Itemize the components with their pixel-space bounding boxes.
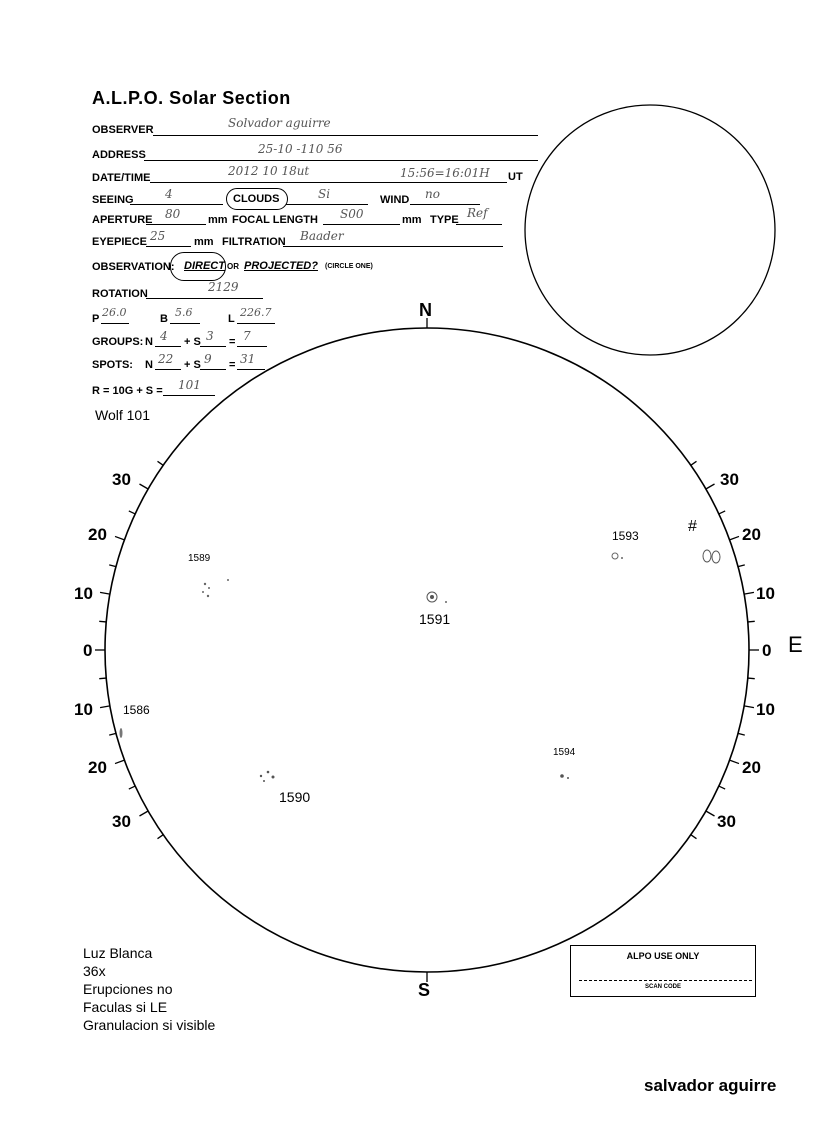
limb-tick: [706, 811, 715, 816]
alpo-use-only-box: [570, 945, 756, 997]
ut-label: UT: [508, 171, 523, 183]
focal-mm-label: mm: [402, 214, 422, 226]
wolf-number: Wolf 101: [95, 407, 150, 423]
note-line-3: Erupciones no: [83, 981, 173, 997]
limb-tick: [730, 760, 739, 763]
limb-tick: [109, 565, 116, 567]
limb-tick: [691, 835, 697, 839]
limb-tick: [109, 733, 116, 735]
note-line-2: 36x: [83, 963, 106, 979]
address-label: ADDRESS: [92, 149, 146, 161]
limb-tick: [157, 835, 163, 839]
right-tick-20-north: 20: [742, 525, 761, 544]
address-value: 25-10 -110 56: [258, 142, 343, 156]
aperture-mm-label: mm: [208, 214, 228, 226]
circle-one-note: (CIRCLE ONE): [325, 263, 373, 270]
eyepiece-mm-label: mm: [194, 236, 214, 248]
spot-group-1591: [427, 592, 447, 603]
east-label: E: [788, 632, 803, 657]
left-tick-30-south: 30: [112, 812, 131, 831]
group-label-1586: 1586: [123, 703, 150, 717]
group-label-1591: 1591: [419, 611, 451, 627]
group-label-1590: 1590: [279, 789, 311, 805]
or-label: OR: [227, 262, 239, 271]
spots-n-label: N: [145, 359, 153, 371]
scan-code-line: [579, 980, 752, 981]
datetime-value-2: 15:56=16:01H: [400, 166, 490, 180]
limb-tick: [115, 760, 124, 763]
b-value: 5.6: [175, 306, 193, 319]
limb-tick: [738, 565, 745, 567]
limb-tick-marks: [95, 318, 759, 982]
limb-tick: [157, 461, 163, 465]
spot-group-1590: [260, 771, 275, 782]
groups-eq-label: =: [229, 336, 236, 348]
alpo-use-only-label: ALPO USE ONLY: [626, 951, 700, 961]
datetime-value: 2012 10 18ut: [228, 164, 310, 178]
left-tick-0: 0: [83, 641, 93, 660]
limb-tick: [744, 706, 754, 708]
limb-tick: [748, 621, 755, 622]
observer-value: Solvador aguirre: [228, 116, 331, 130]
r-formula-label: R = 10G + S =: [92, 385, 163, 397]
spots-s-value: 9: [204, 352, 212, 366]
groups-n-value: 4: [160, 329, 168, 343]
focal-length-label: FOCAL LENGTH: [232, 214, 318, 226]
right-tick-30-south: 30: [717, 812, 736, 831]
spots-s-label: + S: [184, 359, 201, 371]
spots-n-value: 22: [158, 352, 174, 366]
spots-total-value: 31: [240, 352, 256, 366]
clouds-label: CLOUDS: [233, 193, 280, 205]
group-label-1589: 1589: [188, 553, 211, 564]
projected-option: PROJECTED?: [244, 260, 318, 272]
observation-notes: [83, 944, 215, 1034]
seeing-value: 4: [165, 187, 173, 201]
limb-tick: [706, 484, 715, 489]
limb-tick: [100, 706, 110, 708]
direct-option: DIRECT: [184, 260, 225, 272]
eyepiece-label: EYEPIECE: [92, 236, 148, 248]
observation-label: OBSERVATION:: [92, 261, 175, 273]
observer-signature: salvador aguirre: [644, 1076, 777, 1095]
groups-n-label: N: [145, 336, 153, 348]
left-tick-20-north: 20: [88, 525, 107, 544]
limb-tick: [738, 733, 745, 735]
b-label: B: [160, 313, 168, 325]
spot-group-1593: [612, 553, 623, 559]
limb-tick: [691, 461, 697, 465]
groups-total-value: 7: [243, 329, 251, 343]
rotation-label: ROTATION: [92, 288, 148, 300]
group-label-hash: #: [688, 518, 697, 535]
focal-length-value: S00: [340, 207, 364, 221]
limb-tick: [115, 536, 124, 539]
filtration-value: Baader: [300, 229, 344, 243]
group-label-1593: 1593: [612, 529, 639, 543]
r-value: 101: [178, 378, 201, 392]
type-label: TYPE: [430, 214, 459, 226]
orientation-circle: [525, 105, 775, 355]
datetime-label: DATE/TIME: [92, 172, 151, 184]
limb-tick: [139, 484, 148, 489]
limb-tick: [748, 678, 755, 679]
spot-group-1586: [120, 728, 123, 738]
wind-label: WIND: [380, 194, 410, 206]
note-line-1: Luz Blanca: [83, 945, 153, 961]
right-tick-20-south: 20: [742, 758, 761, 777]
right-tick-30-north: 30: [720, 470, 739, 489]
spot-group-hash: [703, 550, 720, 563]
note-line-5: Granulacion si visible: [83, 1017, 216, 1033]
aperture-label: APERTURE: [92, 214, 153, 226]
right-tick-10-north: 10: [756, 584, 775, 603]
limb-tick: [99, 621, 106, 622]
limb-tick: [139, 811, 148, 816]
filtration-label: FILTRATION: [222, 236, 286, 248]
limb-tick: [129, 511, 135, 514]
groups-s-label: + S: [184, 336, 201, 348]
group-label-1594: 1594: [553, 747, 576, 758]
north-label: N: [419, 300, 432, 320]
p-label: P: [92, 313, 100, 325]
wind-value: no: [425, 187, 440, 201]
seeing-label: SEEING: [92, 194, 134, 206]
left-tick-30-north: 30: [112, 470, 131, 489]
spots-label: SPOTS:: [92, 359, 133, 371]
south-label: S: [418, 980, 431, 1000]
aperture-value: 80: [165, 207, 181, 221]
observer-label: OBSERVER: [92, 124, 154, 136]
limb-tick: [100, 592, 110, 594]
spots-eq-label: =: [229, 359, 236, 371]
groups-label: GROUPS:: [92, 336, 144, 348]
limb-tick: [744, 592, 754, 594]
left-tick-20-south: 20: [88, 758, 107, 777]
right-tick-0: 0: [762, 641, 772, 660]
spot-group-1589: [202, 579, 229, 597]
limb-tick: [99, 678, 106, 679]
limb-tick: [719, 511, 725, 514]
spot-group-1594: [560, 774, 569, 779]
solar-disk-outline: [105, 328, 749, 972]
right-tick-10-south: 10: [756, 700, 775, 719]
form-title: A.L.P.O. Solar Section: [92, 88, 291, 108]
left-tick-10-north: 10: [74, 584, 93, 603]
l-value: 226.7: [240, 306, 272, 319]
limb-tick: [730, 536, 739, 539]
left-tick-10-south: 10: [74, 700, 93, 719]
p-value: 26.0: [102, 306, 127, 319]
limb-tick: [719, 786, 725, 789]
scan-code-label: SCAN CODE: [644, 984, 681, 990]
type-value: Ref: [467, 206, 488, 220]
clouds-value: Si: [318, 187, 331, 201]
limb-tick: [129, 786, 135, 789]
l-label: L: [228, 313, 235, 325]
note-line-4: Faculas si LE: [83, 999, 168, 1015]
rotation-value: 2129: [208, 280, 239, 294]
groups-s-value: 3: [206, 329, 214, 343]
eyepiece-value: 25: [150, 229, 166, 243]
